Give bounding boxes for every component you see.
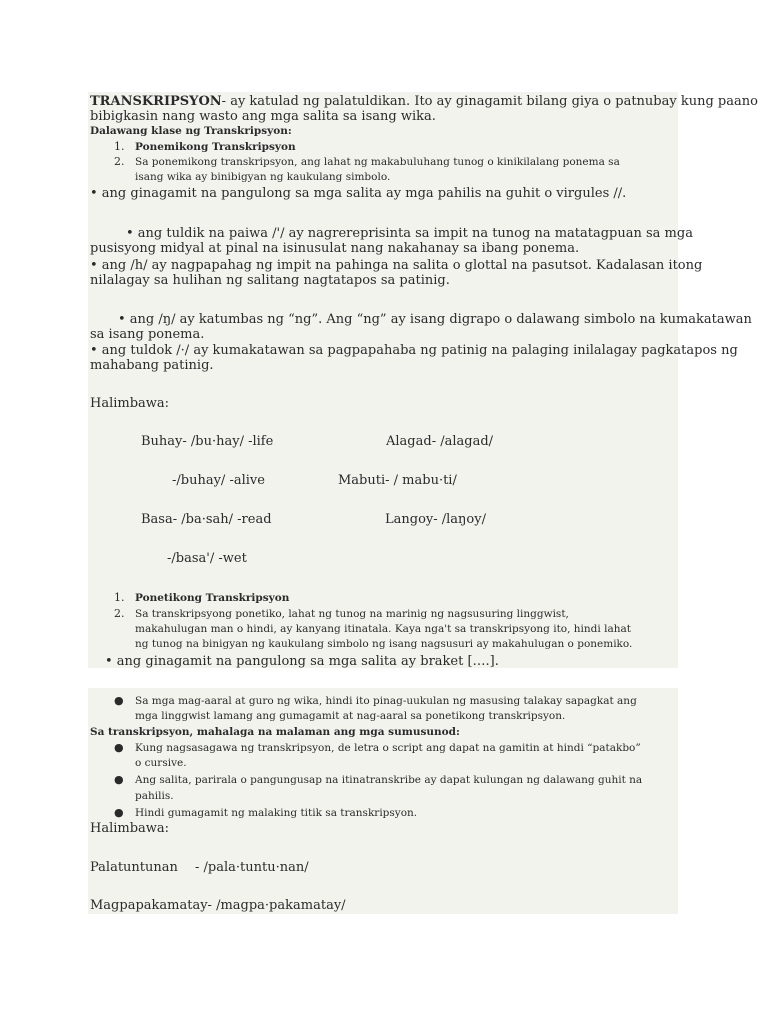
ponemiko-desc-2: isang wika ay binibigyan ng kaukulang simbolo. [135, 171, 391, 183]
section-heading: Dalawang klase ng Transkripsyon: [90, 125, 292, 137]
ponetiko-desc-1: Sa transkripsyong ponetiko, lahat ng tunog na marinig ng nagsusuring linggwist, [135, 608, 569, 620]
ponemiko-point-2a: • ang tuldik na paiwa /'/ ay nagrereprisinta sa impit na tunog na matatagpuan sa mga [126, 226, 693, 241]
bullet-dot: ● [114, 741, 124, 754]
ponetiko-note-2: mga linggwist lamang ang gumagamit at nag-aaral sa ponetikong transkripsyon. [135, 710, 566, 722]
intro-text: - ay katulad ng palatuldikan. Ito ay ginagamit bilang giya o patnubay kung paano [221, 94, 758, 109]
ponemiko-title: Ponemikong Transkripsyon [135, 141, 296, 153]
rule-2b: pahilis. [135, 790, 174, 802]
ponetiko-note-1: Sa mga mag-aaral at guro ng wika, hindi ito pinag-uukulan ng masusing talakay sapagkat ang [135, 695, 637, 707]
ponetiko-desc-3: ng tunog na binigyan ng kaukulang simbolo ng isang nagsusuri ay makahulugan o ponemiko. [135, 638, 633, 650]
example-label: Halimbawa: [90, 396, 170, 411]
rule-1a: Kung nagsasagawa ng transkripsyon, de letra o script ang dapat na gamitin at hindi “patakbo” [135, 742, 641, 754]
example-item: Basa- /ba·sah/ -read [141, 512, 272, 527]
example-item: Mabuti- / mabu·ti/ [338, 473, 457, 488]
ponemiko-point-4b: sa isang ponema. [90, 327, 205, 342]
ponetiko-point-1: • ang ginagamit na pangulong sa mga salita ay braket [….]. [105, 654, 499, 669]
intro-line-1 [90, 94, 758, 109]
intro-line-2: bibigkasin nang wasto ang mga salita sa isang wika. [90, 109, 436, 124]
list-number: 2. [114, 155, 125, 168]
bullet-dot: ● [114, 773, 124, 786]
ponemiko-point-5a: • ang tuldok /·/ ay kumakatawan sa pagpapahaba ng patinig na palaging inilalagay pagkatapos ng [90, 343, 738, 358]
example-item: Magpapakamatay- /magpa·pakamatay/ [90, 898, 346, 913]
example-item: -/basa'/ -wet [167, 551, 247, 566]
ponemiko-desc-1: Sa ponemikong transkripsyon, ang lahat ng makabuluhang tunog o kinikilalang ponema sa [135, 156, 620, 168]
ponemiko-point-3a: • ang /h/ ay nagpapahag ng impit na pahinga na salita o glottal na pasutsot. Kadalasan itong [90, 258, 703, 273]
example-label: Halimbawa: [90, 821, 170, 836]
ponetiko-title: Ponetikong Transkripsyon [135, 592, 290, 604]
example-item: Buhay- /bu·hay/ -life [141, 434, 274, 449]
ponemiko-point-4a: • ang /ŋ/ ay katumbas ng “ng”. Ang “ng” ay isang digrapo o dalawang simbolo na kumakatawan [118, 312, 752, 327]
example-item: Palatuntunan [90, 860, 178, 875]
bullet-dot: ● [114, 694, 124, 707]
ponemiko-point-1: • ang ginagamit na pangulong sa mga salita ay mga pahilis na guhit o virgules //. [90, 186, 627, 201]
list-number: 1. [114, 140, 125, 153]
example-item: -/buhay/ -alive [172, 473, 265, 488]
example-item: - /pala·tuntu·nan/ [195, 860, 309, 875]
ponemiko-point-2b: pusisyong midyal at pinal na isinusulat nang nakahanay sa ibang ponema. [90, 241, 580, 256]
ponemiko-point-5b: mahabang patinig. [90, 358, 214, 373]
example-item: Alagad- /alagad/ [386, 434, 494, 449]
rules-heading: Sa transkripsyon, mahalaga na malaman ang mga sumusunod: [90, 726, 460, 738]
bullet-dot: ● [114, 806, 124, 819]
ponetiko-desc-2: makahulugan man o hindi, ay kanyang itinatala. Kaya nga't sa transkripsyong ito, hindi lahat [135, 623, 631, 635]
list-number: 1. [114, 591, 125, 604]
list-number: 2. [114, 607, 125, 620]
rule-1b: o cursive. [135, 757, 187, 769]
rule-3: Hindi gumagamit ng malaking titik sa transkripsyon. [135, 807, 418, 819]
intro-term: TRANSKRIPSYON [90, 94, 222, 109]
rule-2a: Ang salita, parirala o pangungusap na itinatranskribe ay dapat kulungan ng dalawang guhit na [135, 774, 643, 786]
ponemiko-point-3b: nilalagay sa hulihan ng salitang nagtatapos sa patinig. [90, 273, 450, 288]
example-item: Langoy- /laŋoy/ [385, 512, 486, 527]
